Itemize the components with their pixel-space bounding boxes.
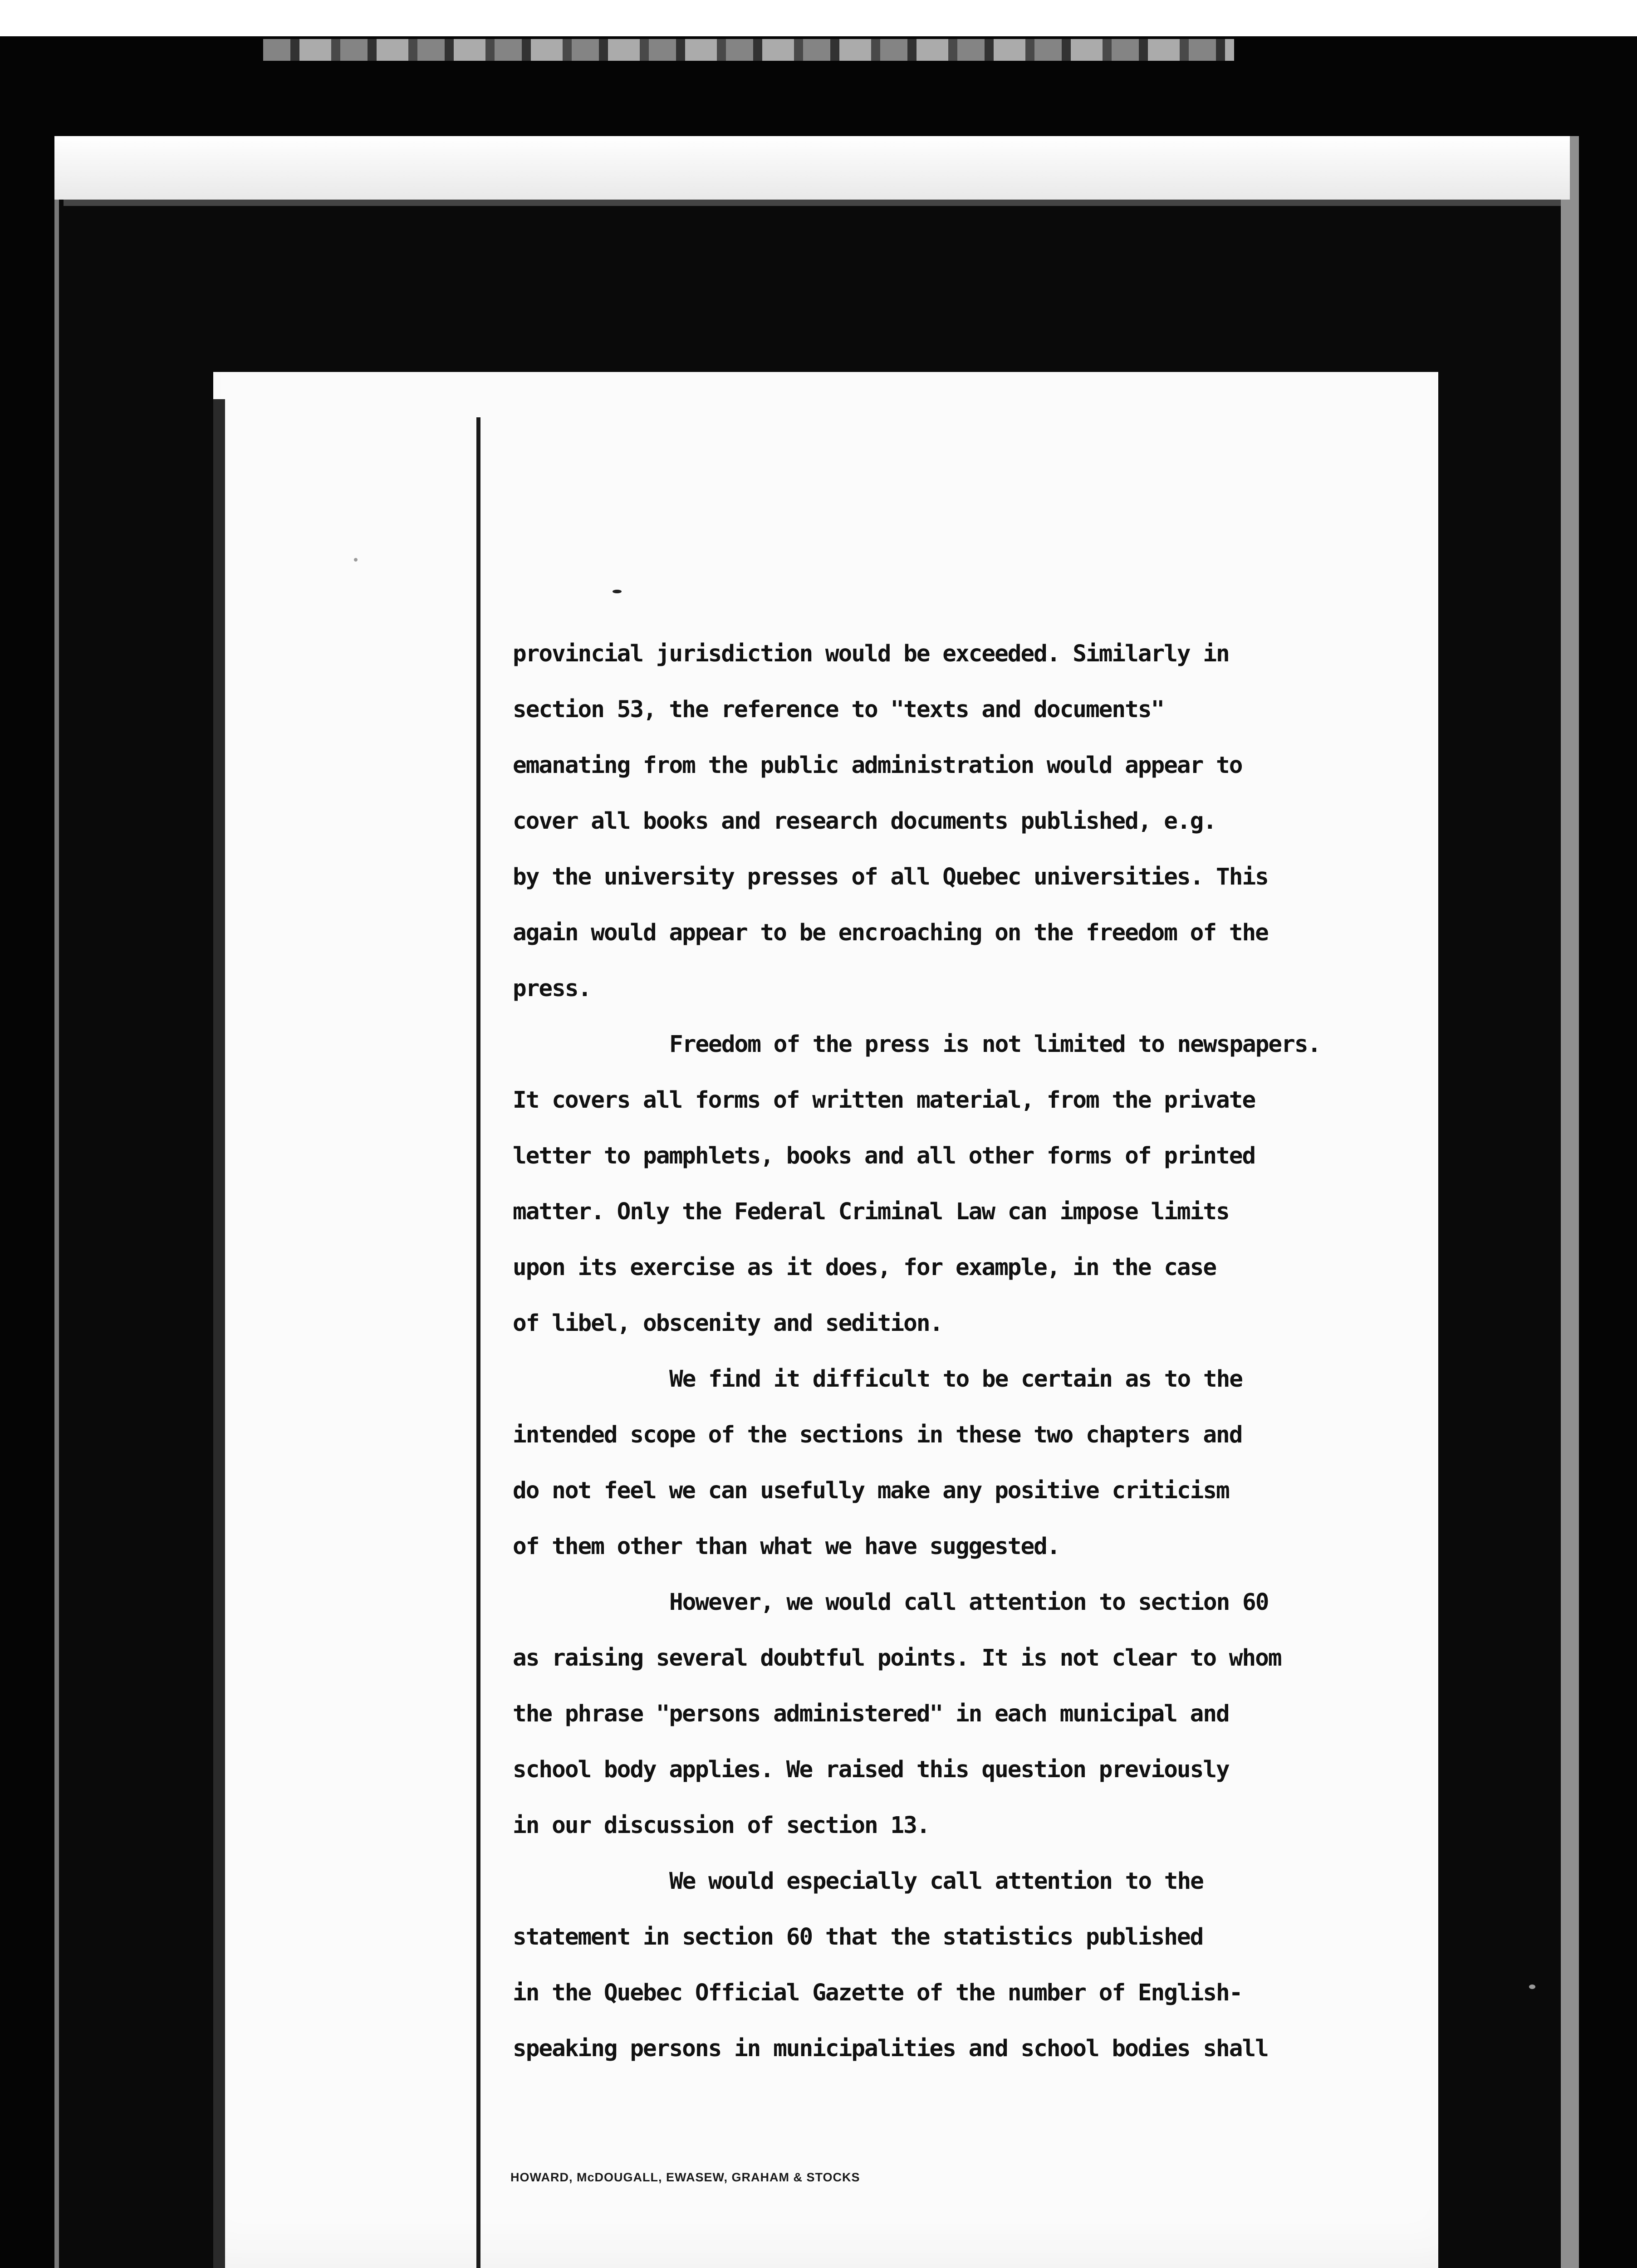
text-line: of libel, obscenity and sedition. [513,1310,943,1337]
document-body [513,626,1420,2077]
text-line: again would appear to be encroaching on the freedom of the [513,919,1268,946]
text-line: cover all books and research documents published, e.g. [513,808,1216,835]
text-line: letter to pamphlets, books and all other forms of printed [513,1143,1255,1169]
film-edge-markings [263,39,1234,61]
letterhead-footer: HOWARD, McDOUGALL, EWASEW, GRAHAM & STOCKS [510,2170,860,2184]
text-line: speaking persons in municipalities and school bodies shall [513,2035,1268,2062]
page-left-edge [213,399,225,2268]
text-line: in our discussion of section 13. [513,1812,930,1839]
text-line: the phrase "persons administered" in each municipal and [513,1701,1229,1727]
text-line: in the Quebec Official Gazette of the number of English- [513,1980,1242,2006]
text-line: upon its exercise as it does, for example, in the case [513,1254,1216,1281]
text-line: provincial jurisdiction would be exceeded. Similarly in [513,640,1229,667]
text-line: of them other than what we have suggested. [513,1533,1060,1560]
scan-top-margin [0,0,1637,36]
margin-rule [476,417,480,2268]
dust-speck [613,590,622,593]
text-line: It covers all forms of written material, from the private [513,1087,1255,1114]
text-line: press. [513,975,591,1002]
text-line: We find it difficult to be certain as to the [669,1366,1243,1393]
text-line: section 53, the reference to "texts and documents" [513,696,1164,723]
microfilm-frame-divider [64,200,1561,206]
text-line: We would especially call attention to the [669,1868,1203,1895]
text-line: intended scope of the sections in these two chapters and [513,1422,1242,1448]
dust-speck [354,558,358,562]
text-line: Freedom of the press is not limited to newspapers. [669,1031,1321,1058]
text-line: emanating from the public administration would appear to [513,752,1242,779]
text-line: school body applies. We raised this question previously [513,1756,1229,1783]
text-line: matter. Only the Federal Criminal Law can impose limits [513,1198,1229,1225]
text-line: do not feel we can usefully make any positive criticism [513,1477,1229,1504]
microfilm-frame-top-band [54,136,1570,200]
text-line: as raising several doubtful points. It is not clear to whom [513,1645,1281,1672]
text-line: by the university presses of all Quebec universities. This [513,864,1268,890]
text-line: statement in section 60 that the statistics published [513,1924,1203,1950]
dust-speck [1529,1984,1535,1989]
text-line: However, we would call attention to section 60 [669,1589,1269,1616]
